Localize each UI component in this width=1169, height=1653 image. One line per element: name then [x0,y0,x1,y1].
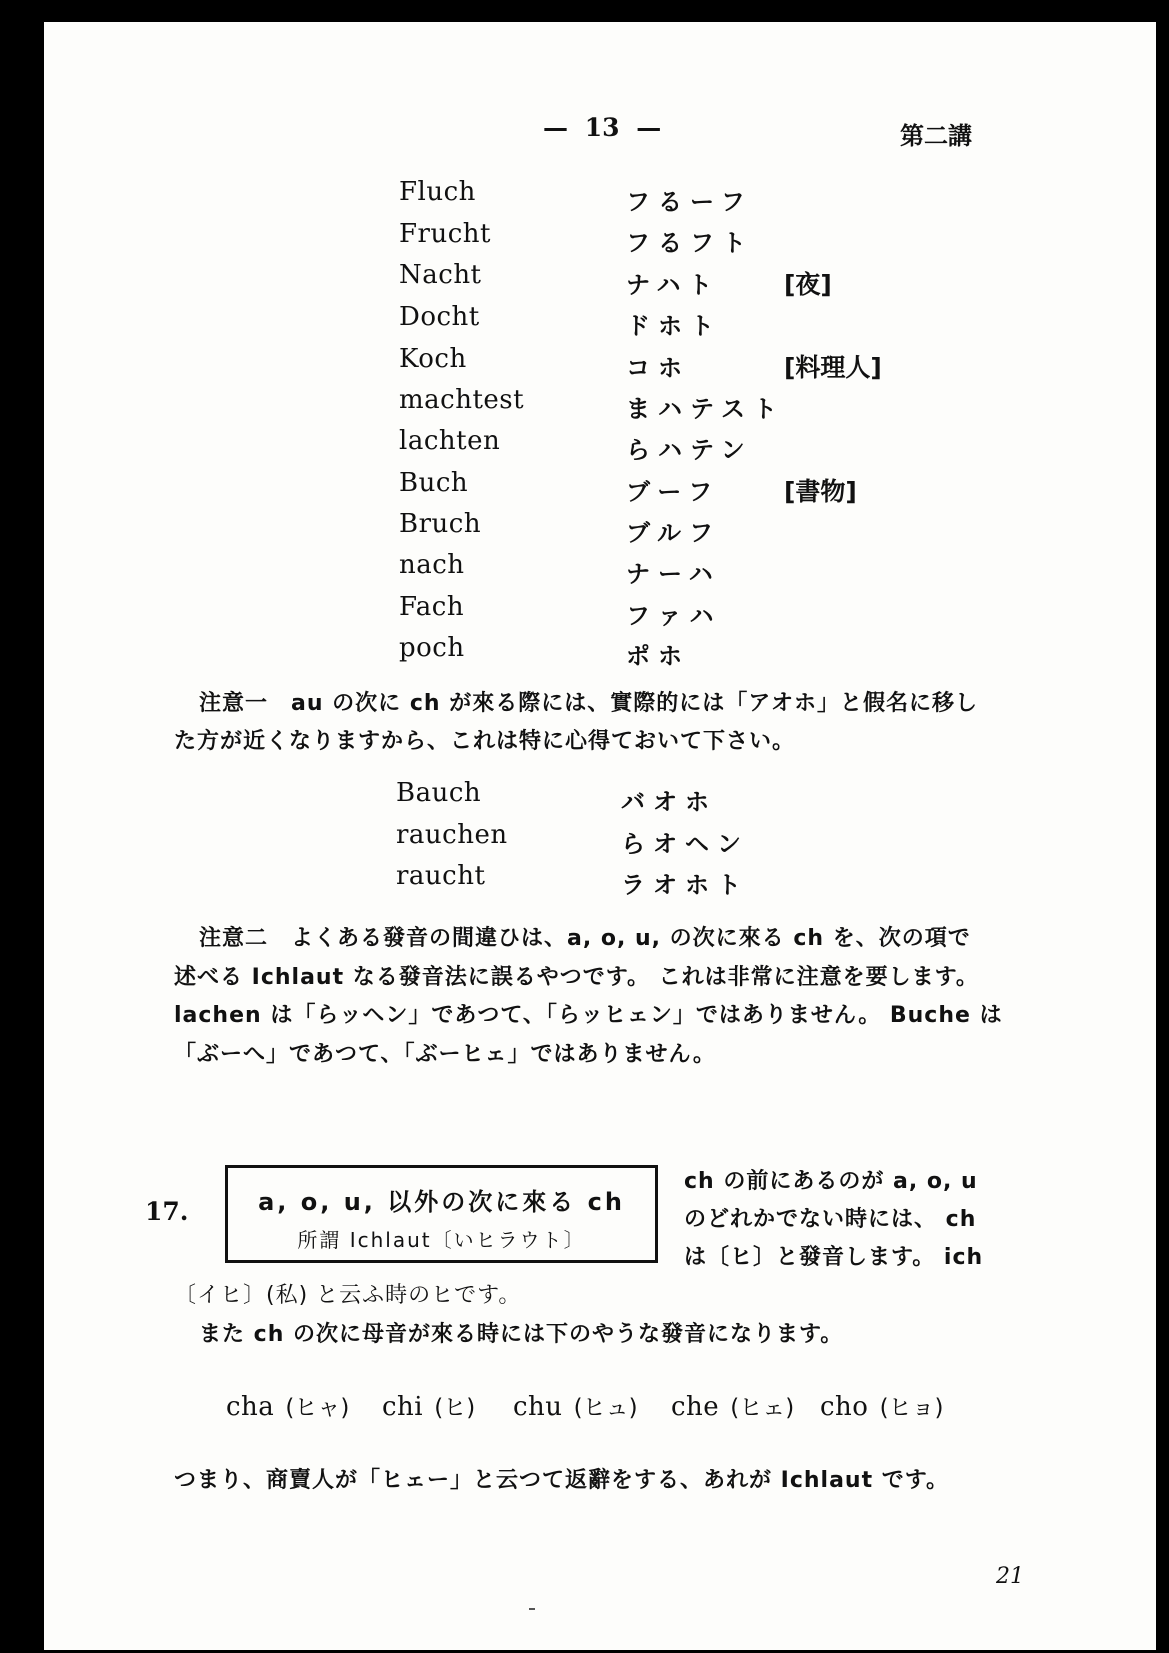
section-line6: つまり、商賣人が「ヒェー」と云つて返辭をする、あれが Ichlaut です。 [174,1468,950,1493]
kana-3: ナハト [626,271,721,299]
kana-7: らハテン [626,436,753,464]
example-5 [820,1389,944,1422]
page-marker: — 13 — [543,113,662,142]
section-side-line3: は〔ヒ〕と發音します。 ich [684,1245,984,1270]
kana-4: ドホト [626,312,722,340]
section-line5: また ch の次に母音が來る時には下のやうな發音になります。 [199,1322,844,1347]
example-1-kana: (ヒャ) [285,1395,350,1421]
word-11: Fach [399,592,465,622]
example-2-word: chi [382,1392,424,1422]
kana-1: フるーフ [626,188,753,216]
example-1 [226,1389,349,1422]
word-2-3: raucht [396,861,486,891]
kana-12: ポホ [626,642,690,670]
word-4: Docht [399,302,480,332]
lesson-heading: 第二講 [900,121,972,150]
word-5: Koch [399,344,467,374]
note2-line1: 注意二 よくある發音の間違ひは、a, o, u, の次に來る ch を、次の項で [199,926,971,951]
word-1: Fluch [399,177,476,207]
word-6: machtest [399,385,525,415]
example-1-word: cha [226,1392,275,1422]
section-side-line2: のどれかでない時には、 ch [684,1207,977,1232]
word-9: Bruch [399,509,482,539]
kana-2-1: バオホ [621,788,717,816]
example-3-word: chu [513,1392,563,1422]
example-2-kana: (ヒ) [434,1395,476,1421]
page-number: 21 [996,1564,1024,1589]
section-side-line1: ch の前にあるのが a, o, u [684,1169,978,1194]
note2-line2: 述べる Ichlaut なる發音法に誤るやつです。 これは非常に注意を要します。 [174,965,979,990]
example-3 [513,1389,638,1422]
example-5-kana: (ヒョ) [879,1395,944,1421]
kana-5: コホ [626,354,690,382]
note1-line2: た方が近くなりますから、これは特に心得ておいて下さい。 [174,729,796,754]
example-3-kana: (ヒュ) [573,1395,638,1421]
note2-line3: lachen は「らッヘン」であつて、「らッヒェン」ではありません。 Buche は [174,1003,1003,1028]
gloss-5: [料理人] [784,353,882,382]
gloss-8: [書物] [784,477,857,506]
page-speck [529,1608,535,1610]
word-8: Buch [399,468,469,498]
section-line4: 〔イヒ〕(私) と云ふ時のヒです。 [174,1283,522,1308]
kana-9: ブルフ [626,519,722,547]
word-3: Nacht [399,260,482,290]
word-2-1: Bauch [396,778,482,808]
section-box-title: a, o, u, 以外の次に來る ch [258,1188,625,1216]
word-7: lachten [399,426,501,456]
example-4 [671,1389,794,1422]
kana-11: ファハ [626,602,722,630]
kana-2-3: ラオホト [621,871,749,899]
note2-line4: 「ぶーへ」であつて、「ぶーヒェ」ではありません。 [174,1042,716,1067]
kana-6: まハテスト [626,395,786,423]
kana-2: フるフト [626,229,754,257]
word-10: nach [399,550,465,580]
example-4-kana: (ヒェ) [730,1395,795,1421]
section-heading-box [225,1165,658,1263]
kana-10: ナーハ [626,560,721,588]
example-5-word: cho [820,1392,869,1422]
example-4-word: che [671,1392,720,1422]
section-number: 17. [145,1197,189,1226]
word-2-2: rauchen [396,820,508,850]
gloss-3: [夜] [784,270,832,299]
word-2: Frucht [399,219,491,249]
note1-line1: 注意一 au の次に ch が來る際には、實際的には「アオホ」と假名に移し [199,691,978,716]
kana-8: ブーフ [626,478,721,506]
word-12: poch [399,633,465,663]
book-page [44,22,1156,1650]
example-2 [382,1389,475,1422]
kana-2-2: らオヘン [621,830,749,858]
section-box-subtitle: 所謂 Ichlaut〔いヒラウト〕 [297,1228,586,1252]
